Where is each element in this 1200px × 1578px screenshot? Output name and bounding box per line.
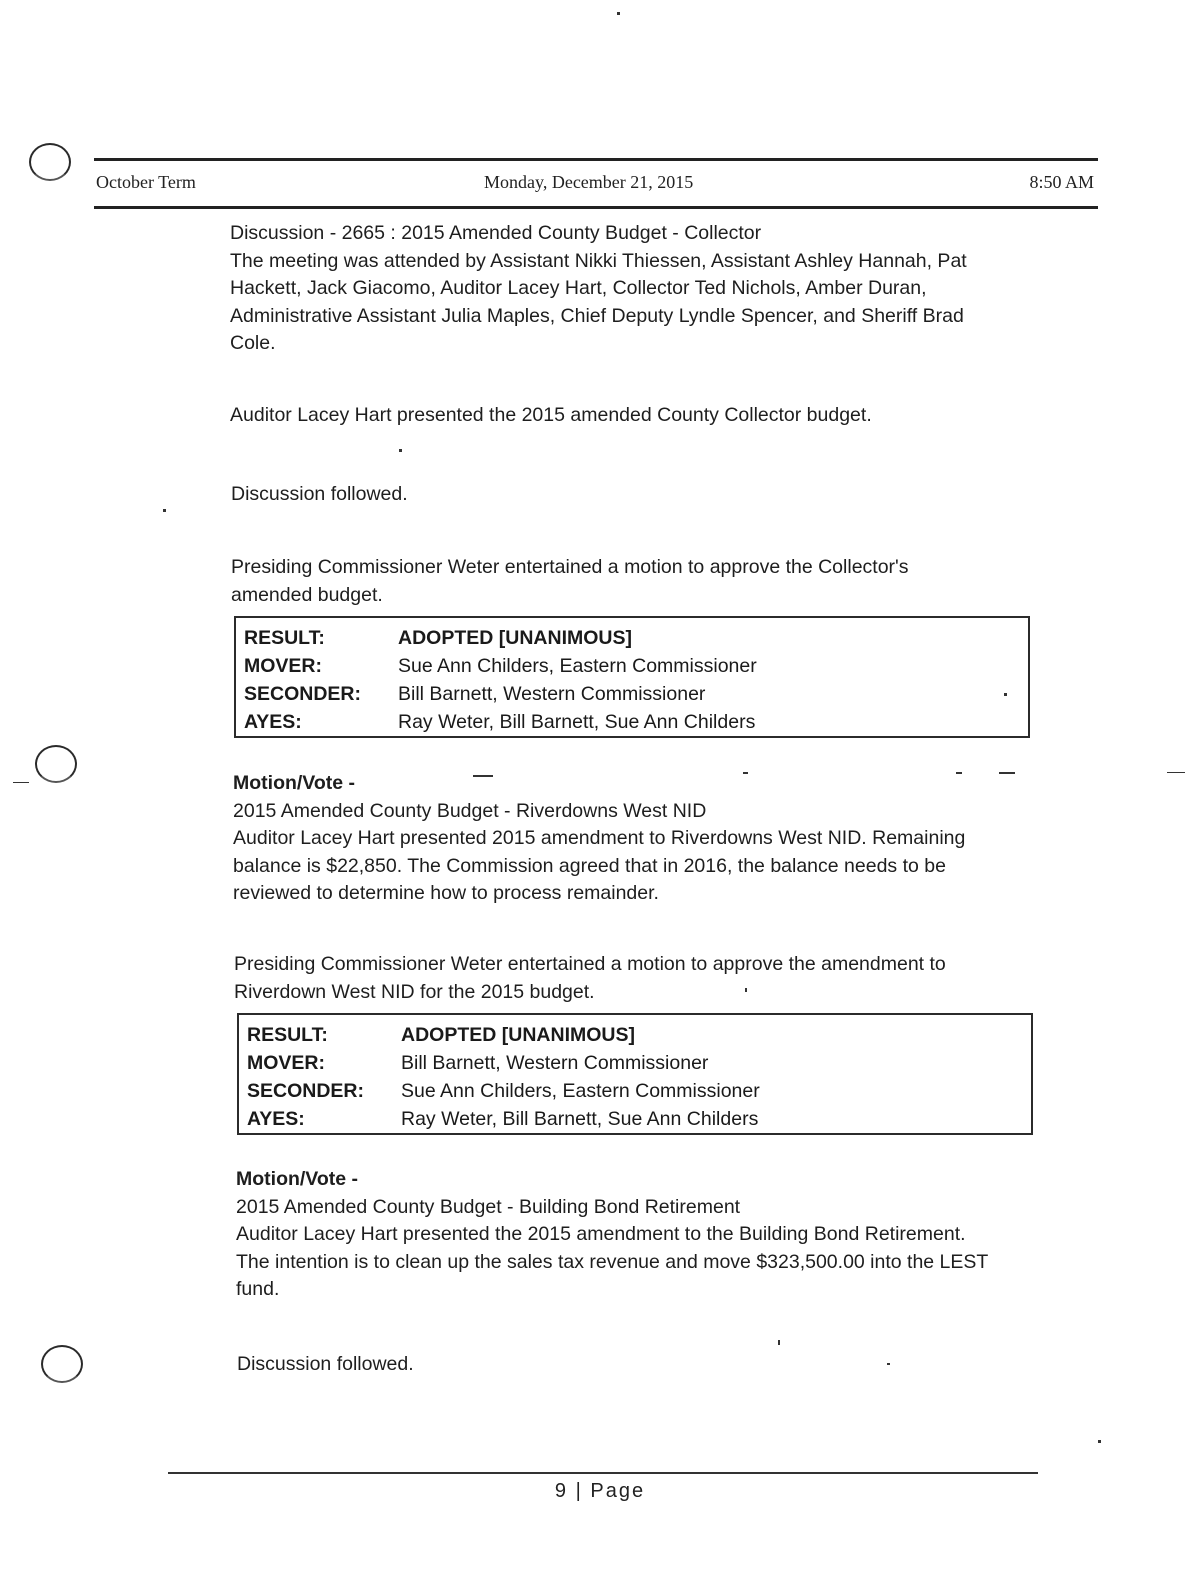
result-label: RESULT: [244, 627, 325, 649]
section3-discussion: Discussion followed. [237, 1353, 414, 1375]
section1-presented: Auditor Lacey Hart presented the 2015 amended County Collector budget. [230, 404, 872, 426]
motion-line: Presiding Commissioner Weter entertained a motion to approve the Collector's [231, 556, 909, 578]
section3-body-line: The intention is to clean up the sales tax revenue and move $323,500.00 into the LEST [236, 1250, 989, 1273]
section1-block [230, 220, 967, 358]
punch-hole-top [29, 143, 71, 181]
attendance-line: The meeting was attended by Assistant Nikki Thiessen, Assistant Ashley Hannah, Pat [230, 249, 967, 272]
section2-body-line: Auditor Lacey Hart presented 2015 amendment to Riverdowns West NID. Remaining [233, 827, 966, 849]
header-term: October Term [96, 172, 196, 192]
section2-heading: Motion/Vote - [233, 772, 356, 794]
punch-hole-bottom [41, 1345, 83, 1383]
scan-speck [399, 449, 402, 452]
vote-table-collector [234, 616, 1030, 738]
scan-speck [743, 772, 748, 774]
scan-speck [13, 782, 29, 783]
section2-body-line: reviewed to determine how to process remainder. [233, 882, 659, 904]
scan-speck [473, 775, 493, 777]
section2-title: 2015 Amended County Budget - Riverdowns West NID [233, 799, 707, 822]
mover-value: Bill Barnett, Western Commissioner [401, 1052, 709, 1074]
result-value: ADOPTED [UNANIMOUS] [398, 627, 632, 649]
scan-speck [887, 1363, 890, 1365]
punch-hole-middle [35, 745, 77, 783]
header-rule-bottom [94, 206, 1098, 209]
section3-block [236, 1166, 988, 1304]
attendance-line: Cole. [230, 332, 276, 354]
scan-speck [745, 988, 747, 992]
mover-label: MOVER: [247, 1052, 325, 1074]
header-date: Monday, December 21, 2015 [484, 172, 694, 192]
ayes-label: AYES: [244, 711, 302, 733]
vote-table-riverdowns [237, 1013, 1033, 1135]
header-rule-top [94, 158, 1098, 161]
scan-speck [1098, 1440, 1101, 1443]
motion-line: Riverdown West NID for the 2015 budget. [234, 980, 595, 1003]
section3-title: 2015 Amended County Budget - Building Bond Retirement [236, 1195, 741, 1218]
page-number: 9 | Page [554, 1480, 646, 1502]
section1-heading: Discussion - 2665 : 2015 Amended County Budget - Collector [230, 222, 762, 244]
ayes-label: AYES: [247, 1108, 305, 1130]
result-label: RESULT: [247, 1024, 328, 1046]
seconder-value: Sue Ann Childers, Eastern Commissioner [401, 1080, 760, 1102]
ayes-value: Ray Weter, Bill Barnett, Sue Ann Childers [398, 711, 756, 733]
section1-motion [231, 554, 909, 609]
scan-speck [778, 1340, 780, 1345]
section2-body-line: balance is $22,850. The Commission agreed that in 2016, the balance needs to be [233, 854, 946, 877]
attendance-line: Hackett, Jack Giacomo, Auditor Lacey Hart, Collector Ted Nichols, Amber Duran, [230, 277, 927, 299]
scan-speck [617, 12, 620, 15]
result-value: ADOPTED [UNANIMOUS] [401, 1024, 635, 1046]
scan-speck [1167, 772, 1185, 773]
section1-discussion: Discussion followed. [231, 483, 408, 505]
seconder-label: SECONDER: [244, 683, 362, 705]
attendance-line: Administrative Assistant Julia Maples, Chief Deputy Lyndle Spencer, and Sheriff Brad [230, 304, 964, 327]
mover-value: Sue Ann Childers, Eastern Commissioner [398, 655, 757, 677]
ayes-value: Ray Weter, Bill Barnett, Sue Ann Childers [401, 1108, 759, 1130]
scan-speck [956, 772, 962, 774]
header-time: 8:50 AM [1029, 172, 1094, 192]
scan-speck [1004, 693, 1007, 696]
mover-label: MOVER: [244, 655, 322, 677]
motion-line: Presiding Commissioner Weter entertained a motion to approve the amendment to [234, 953, 946, 975]
footer-rule [168, 1472, 1038, 1474]
section3-body-line: fund. [236, 1278, 280, 1300]
section2-block [233, 770, 965, 908]
section3-heading: Motion/Vote - [236, 1168, 359, 1190]
scan-speck [999, 772, 1015, 774]
motion-line: amended budget. [231, 583, 383, 606]
section3-body-line: Auditor Lacey Hart presented the 2015 amendment to the Building Bond Retirement. [236, 1223, 966, 1245]
section2-motion [234, 951, 946, 1006]
seconder-label: SECONDER: [247, 1080, 365, 1102]
scan-speck [163, 509, 166, 512]
seconder-value: Bill Barnett, Western Commissioner [398, 683, 706, 705]
